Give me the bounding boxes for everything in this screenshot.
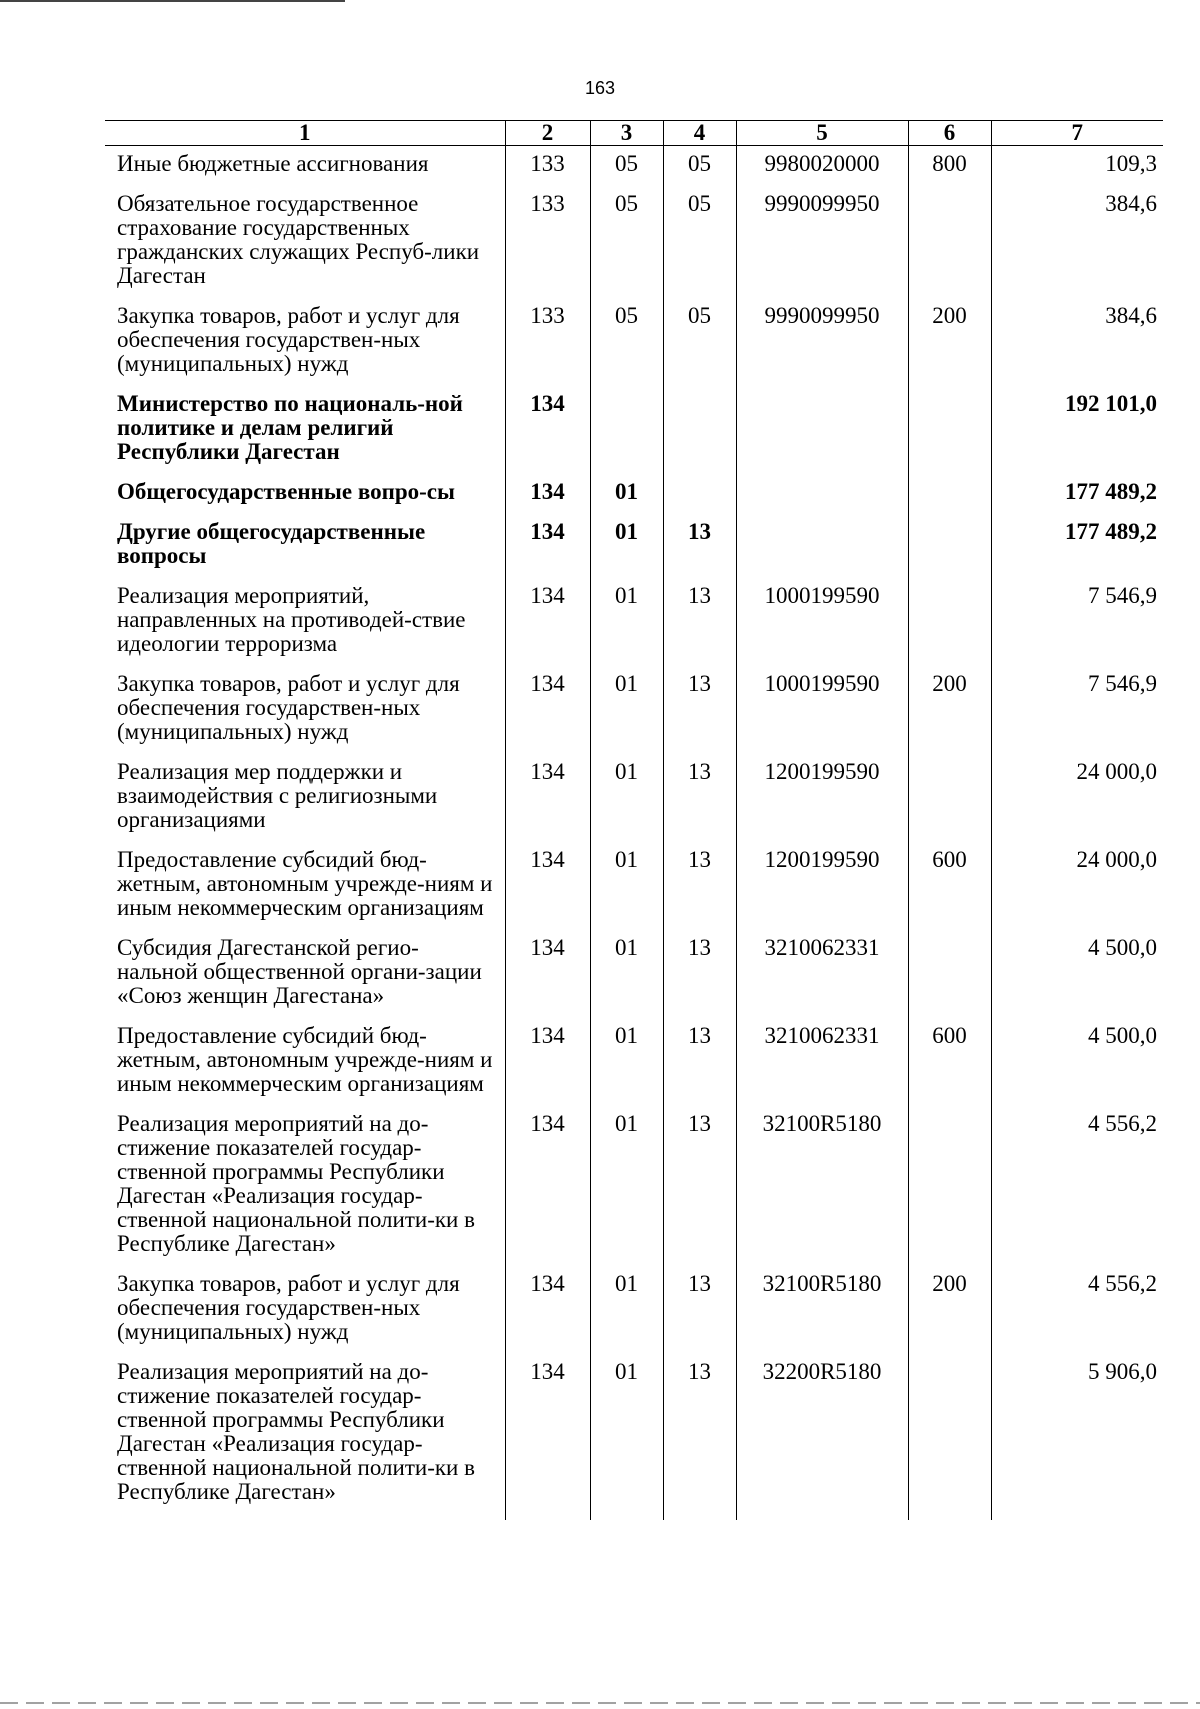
table-row <box>105 514 1163 578</box>
budget-table <box>105 120 1163 1520</box>
column-header: 5 <box>736 121 908 146</box>
cell-col-2: 134 <box>505 474 590 514</box>
cell-col-7: 4 556,2 <box>991 1266 1163 1354</box>
table-row <box>105 474 1163 514</box>
cell-col-6: 200 <box>908 298 991 386</box>
cell-col-2: 134 <box>505 930 590 1018</box>
cell-col-2: 133 <box>505 146 590 187</box>
column-header: 3 <box>590 121 663 146</box>
cell-col-2: 134 <box>505 514 590 578</box>
cell-col-4: 13 <box>663 1266 736 1354</box>
row-name: Реализация мероприятий на до-стижение показателей государ-ственной программы Республики Дагестан «Реализация государ-ственной национальной полити-ки в Республике Дагестан» <box>117 1359 475 1504</box>
cell-col-2: 134 <box>505 842 590 930</box>
cell-col-6 <box>908 1106 991 1266</box>
cell-col-7: 4 556,2 <box>991 1106 1163 1266</box>
cell-col-4: 13 <box>663 930 736 1018</box>
cell-col-6: 200 <box>908 666 991 754</box>
cell-col-5: 1000199590 <box>736 666 908 754</box>
cell-col-5: 3210062331 <box>736 930 908 1018</box>
cell-col-5 <box>736 386 908 474</box>
cell-col-3: 01 <box>590 514 663 578</box>
cell-col-7: 7 546,9 <box>991 666 1163 754</box>
cell-col-3: 01 <box>590 578 663 666</box>
column-header: 4 <box>663 121 736 146</box>
cell-col-4: 05 <box>663 186 736 298</box>
row-name: Министерство по националь-ной политике и делам религий Республики Дагестан <box>117 391 463 464</box>
cell-col-6 <box>908 754 991 842</box>
cell-col-7: 7 546,9 <box>991 578 1163 666</box>
cell-col-3: 01 <box>590 930 663 1018</box>
cell-col-5: 3210062331 <box>736 1018 908 1106</box>
cell-col-7: 24 000,0 <box>991 754 1163 842</box>
cell-col-5: 32100R5180 <box>736 1106 908 1266</box>
cell-col-4 <box>663 386 736 474</box>
page-number: 163 <box>584 78 616 98</box>
cell-col-5: 1200199590 <box>736 842 908 930</box>
cell-col-3: 05 <box>590 298 663 386</box>
cell-col-2: 134 <box>505 754 590 842</box>
cell-col-3: 01 <box>590 1018 663 1106</box>
cell-col-3: 01 <box>590 754 663 842</box>
cell-col-3: 01 <box>590 474 663 514</box>
row-name: Другие общегосударственные вопросы <box>117 519 426 568</box>
table-row <box>105 386 1163 474</box>
scan-edge-top <box>0 0 345 2</box>
cell-col-7: 384,6 <box>991 186 1163 298</box>
cell-col-2: 133 <box>505 186 590 298</box>
table-row <box>105 1354 1163 1520</box>
row-name: Общегосударственные вопро-сы <box>117 479 455 504</box>
cell-col-2: 134 <box>505 1018 590 1106</box>
cell-col-4: 13 <box>663 1018 736 1106</box>
table-row <box>105 666 1163 754</box>
table-row <box>105 1106 1163 1266</box>
cell-col-5 <box>736 474 908 514</box>
cell-col-7: 5 906,0 <box>991 1354 1163 1520</box>
cell-col-5 <box>736 514 908 578</box>
row-name: Иные бюджетные ассигнования <box>117 151 429 176</box>
table-row <box>105 754 1163 842</box>
cell-col-3: 01 <box>590 1354 663 1520</box>
table-row <box>105 578 1163 666</box>
cell-col-7: 192 101,0 <box>991 386 1163 474</box>
cell-col-4: 13 <box>663 578 736 666</box>
row-name: Закупка товаров, работ и услуг для обеспечения государствен-ных (муниципальных) нужд <box>117 1271 460 1344</box>
cell-col-7: 109,3 <box>991 146 1163 187</box>
cell-col-3: 05 <box>590 146 663 187</box>
table-row <box>105 146 1163 187</box>
cell-col-3: 01 <box>590 1266 663 1354</box>
cell-col-5: 9990099950 <box>736 298 908 386</box>
row-name: Закупка товаров, работ и услуг для обеспечения государствен-ных (муниципальных) нужд <box>117 303 460 376</box>
cell-col-6 <box>908 386 991 474</box>
row-name: Реализация мероприятий, направленных на противодей-ствие идеологии терроризма <box>117 583 466 656</box>
cell-col-2: 134 <box>505 1266 590 1354</box>
column-header: 1 <box>105 121 505 146</box>
cell-col-5: 32100R5180 <box>736 1266 908 1354</box>
cell-col-3: 01 <box>590 1106 663 1266</box>
cell-col-6 <box>908 578 991 666</box>
table-row <box>105 298 1163 386</box>
cell-col-5: 32200R5180 <box>736 1354 908 1520</box>
cell-col-4: 13 <box>663 666 736 754</box>
column-header: 6 <box>908 121 991 146</box>
cell-col-6: 600 <box>908 1018 991 1106</box>
cell-col-6: 200 <box>908 1266 991 1354</box>
cell-col-6 <box>908 1354 991 1520</box>
cell-col-7: 177 489,2 <box>991 474 1163 514</box>
cell-col-3: 01 <box>590 842 663 930</box>
cell-col-5: 9990099950 <box>736 186 908 298</box>
scan-edge-bottom <box>0 1702 1200 1704</box>
cell-col-7: 384,6 <box>991 298 1163 386</box>
cell-col-4: 13 <box>663 1106 736 1266</box>
table-row <box>105 930 1163 1018</box>
column-header: 2 <box>505 121 590 146</box>
cell-col-6 <box>908 514 991 578</box>
row-name: Реализация мер поддержки и взаимодействия с религиозными организациями <box>117 759 438 832</box>
row-name: Закупка товаров, работ и услуг для обеспечения государствен-ных (муниципальных) нужд <box>117 671 460 744</box>
cell-col-4: 13 <box>663 754 736 842</box>
cell-col-4: 13 <box>663 842 736 930</box>
table-row <box>105 186 1163 298</box>
cell-col-2: 133 <box>505 298 590 386</box>
cell-col-3: 01 <box>590 666 663 754</box>
cell-col-2: 134 <box>505 1354 590 1520</box>
row-name: Субсидия Дагестанской регио-нальной общественной органи-зации «Союз женщин Дагестана» <box>117 935 482 1008</box>
table-row <box>105 1266 1163 1354</box>
cell-col-5: 1200199590 <box>736 754 908 842</box>
cell-col-4: 13 <box>663 514 736 578</box>
cell-col-6 <box>908 474 991 514</box>
cell-col-2: 134 <box>505 578 590 666</box>
cell-col-5: 9980020000 <box>736 146 908 187</box>
cell-col-4 <box>663 474 736 514</box>
cell-col-3: 05 <box>590 186 663 298</box>
cell-col-4: 05 <box>663 146 736 187</box>
row-name: Предоставление субсидий бюд-жетным, автономным учрежде-ниям и иным некоммерческим организациям <box>117 847 493 920</box>
cell-col-4: 05 <box>663 298 736 386</box>
column-header: 7 <box>991 121 1163 146</box>
cell-col-6: 800 <box>908 146 991 187</box>
row-name: Предоставление субсидий бюд-жетным, автономным учрежде-ниям и иным некоммерческим организациям <box>117 1023 493 1096</box>
cell-col-2: 134 <box>505 1106 590 1266</box>
row-name: Реализация мероприятий на до-стижение показателей государ-ственной программы Республики Дагестан «Реализация государ-ственной национальной полити-ки в Республике Дагестан» <box>117 1111 475 1256</box>
table-row <box>105 1018 1163 1106</box>
cell-col-7: 177 489,2 <box>991 514 1163 578</box>
cell-col-4: 13 <box>663 1354 736 1520</box>
cell-col-2: 134 <box>505 386 590 474</box>
cell-col-7: 4 500,0 <box>991 1018 1163 1106</box>
cell-col-7: 4 500,0 <box>991 930 1163 1018</box>
cell-col-2: 134 <box>505 666 590 754</box>
table-row <box>105 842 1163 930</box>
table-header-row <box>105 121 1163 146</box>
cell-col-6 <box>908 930 991 1018</box>
cell-col-3 <box>590 386 663 474</box>
cell-col-6 <box>908 186 991 298</box>
row-name: Обязательное государственное страхование государственных гражданских служащих Респуб-лики Дагестан <box>117 191 480 288</box>
cell-col-5: 1000199590 <box>736 578 908 666</box>
cell-col-7: 24 000,0 <box>991 842 1163 930</box>
cell-col-6: 600 <box>908 842 991 930</box>
